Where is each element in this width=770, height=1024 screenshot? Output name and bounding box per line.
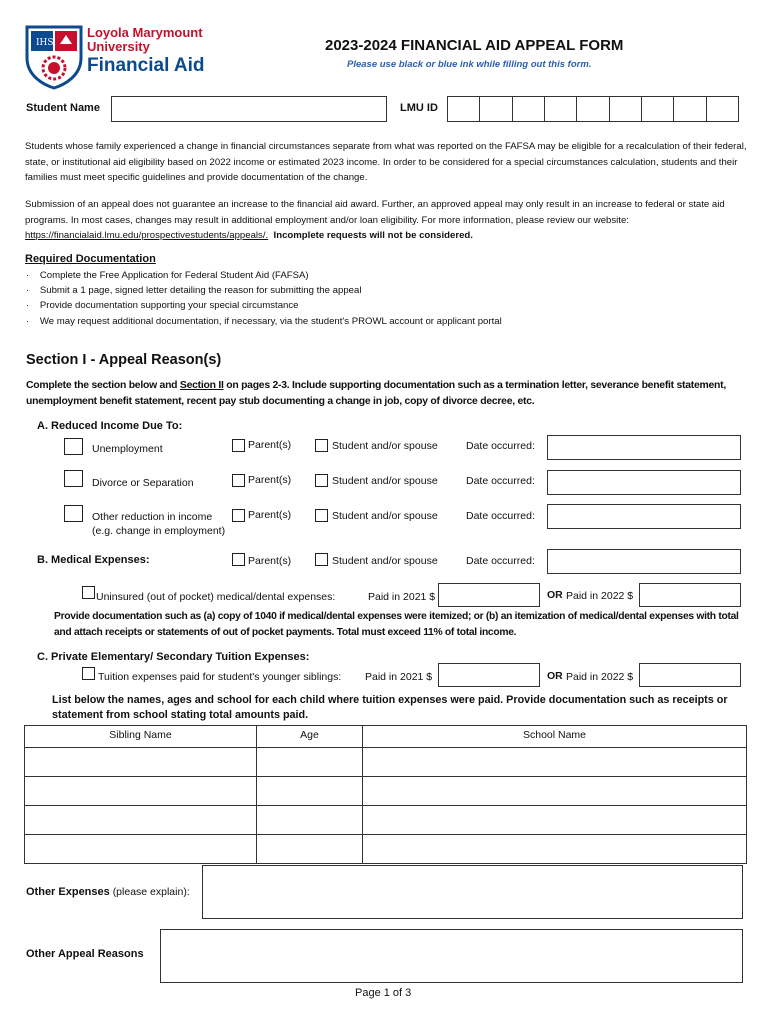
uninsured-label: Uninsured (out of pocket) medical/dental expenses: [96, 591, 336, 603]
medical-heading: B. Medical Expenses: [37, 554, 150, 566]
list-item [26, 268, 502, 283]
student-spouse-checkbox[interactable] [315, 439, 328, 452]
school-name-cell[interactable] [363, 806, 747, 835]
paid-2022-field[interactable] [639, 583, 741, 607]
lmu-id-digit[interactable] [610, 96, 642, 122]
paid-2022-label: Paid in 2022 $ [566, 671, 634, 683]
tuition-heading: C. Private Elementary/ Secondary Tuition Expenses: [37, 651, 310, 663]
other-expenses-label [26, 886, 190, 898]
intro-paragraph-1: Students whose family experienced a change in financial circumstances separate from what was reported on the FAFSA may be eligible for a recalculation of their federal, state, or institutional aid eligibility based on 2022 income or estimated 2023 income. In order to be considered for a special circumstances calculation, students and their families must meet specific guidelines and provide documentation of the change. [25, 141, 747, 183]
section2-ref: Section II [179, 380, 224, 391]
required-item: We may request additional documentation, if necessary, via the student's PROWL account or applicant portal [39, 315, 502, 327]
age-cell[interactable] [257, 748, 363, 777]
tuition-checkbox[interactable] [82, 667, 95, 680]
other-expenses-field[interactable] [202, 865, 743, 919]
date-occurred-label: Date occurred: [466, 555, 535, 567]
sibling-name-header: Sibling Name [25, 726, 257, 748]
svg-text:IHS: IHS [36, 38, 54, 48]
unemployment-label: Unemployment [92, 443, 163, 455]
lmu-id-digit[interactable] [642, 96, 674, 122]
required-item: Provide documentation supporting your special circumstance [39, 300, 299, 312]
date-occurred-field[interactable] [547, 470, 741, 495]
reduced-income-heading: A. Reduced Income Due To: [37, 420, 183, 432]
divorce-label: Divorce or Separation [92, 477, 194, 489]
parents-checkbox[interactable] [232, 474, 245, 487]
or-label: OR [547, 670, 563, 682]
other-expenses-title: Other Expenses [26, 886, 110, 898]
date-occurred-field[interactable] [547, 504, 741, 529]
paid-2021-label: Paid in 2021 $ [365, 671, 433, 683]
student-spouse-checkbox[interactable] [315, 509, 328, 522]
tuition-note: List below the names, ages and school for each child where tuition expenses were paid. Provide documentation such as receipts or statement from school stating total amounts paid. [52, 694, 728, 721]
school-name-cell[interactable] [363, 748, 747, 777]
other-reduction-sublabel: (e.g. change in employment) [92, 525, 226, 537]
form-title: 2023-2024 FINANCIAL AID APPEAL FORM [325, 37, 624, 54]
school-name-header: School Name [363, 726, 747, 748]
other-expenses-note: (please explain): [112, 886, 190, 898]
section1-instructions [26, 378, 748, 410]
tuition-paid-2022-field[interactable] [639, 663, 741, 687]
table-row [25, 748, 747, 777]
section1-heading: Section I - Appeal Reason(s) [26, 352, 222, 368]
required-item: Submit a 1 page, signed letter detailing the reason for submitting the appeal [39, 285, 362, 297]
parents-label: Parent(s) [248, 439, 292, 451]
paid-2022-label: Paid in 2022 $ [566, 590, 634, 602]
other-reduction-label: Other reduction in income [92, 511, 213, 523]
logo-line1: Loyola Marymount [87, 25, 203, 40]
date-occurred-field[interactable] [547, 549, 741, 574]
age-cell[interactable] [257, 777, 363, 806]
student-spouse-label: Student and/or spouse [332, 510, 438, 522]
table-row [25, 777, 747, 806]
required-doc-heading: Required Documentation [25, 253, 156, 265]
shield-icon [24, 24, 84, 90]
divorce-checkbox[interactable] [64, 470, 83, 487]
bullet-icon: · [26, 315, 40, 327]
school-name-cell[interactable] [363, 777, 747, 806]
table-row [25, 835, 747, 864]
other-reasons-field[interactable] [160, 929, 743, 983]
sibling-name-cell[interactable] [25, 748, 257, 777]
bullet-icon: · [26, 300, 40, 312]
age-header: Age [257, 726, 363, 748]
lmu-id-digit[interactable] [577, 96, 609, 122]
lmu-id-digit[interactable] [480, 96, 512, 122]
tuition-label: Tuition expenses paid for student's younger siblings: [98, 671, 342, 683]
student-spouse-checkbox[interactable] [315, 474, 328, 487]
other-reasons-label: Other Appeal Reasons [26, 948, 144, 960]
uninsured-checkbox[interactable] [82, 586, 95, 599]
form-subtitle: Please use black or blue ink while filling out this form. [347, 59, 592, 70]
student-spouse-label: Student and/or spouse [332, 555, 438, 567]
sibling-table [24, 725, 747, 864]
paid-2021-field[interactable] [438, 583, 540, 607]
date-occurred-field[interactable] [547, 435, 741, 460]
age-cell[interactable] [257, 835, 363, 864]
lmu-logo [24, 24, 219, 92]
student-spouse-checkbox[interactable] [315, 553, 328, 566]
bullet-icon: · [26, 285, 40, 297]
intro-paragraph-2 [25, 197, 750, 244]
student-spouse-label: Student and/or spouse [332, 475, 438, 487]
date-occurred-label: Date occurred: [466, 440, 535, 452]
section1-instr-text: Complete the section below and [26, 380, 180, 391]
required-doc-list [26, 268, 502, 329]
parents-checkbox[interactable] [232, 509, 245, 522]
lmu-id-digit[interactable] [674, 96, 706, 122]
list-item [26, 314, 502, 329]
date-occurred-label: Date occurred: [466, 475, 535, 487]
paid-2021-label: Paid in 2021 $ [368, 591, 436, 603]
date-occurred-label: Date occurred: [466, 510, 535, 522]
sibling-name-cell[interactable] [25, 806, 257, 835]
unemployment-checkbox[interactable] [64, 438, 83, 455]
bullet-icon: · [26, 270, 40, 281]
section1-instr-text: on pages 2-3. Include supporting documentation such as a termination letter, severance benefit statement, unemployment benefit statement, recent pay stub documenting a change in job, copy of divorce decree, etc. [26, 380, 726, 407]
table-row [25, 806, 747, 835]
parents-label: Parent(s) [248, 555, 292, 567]
other-reduction-checkbox[interactable] [64, 505, 83, 522]
school-name-cell[interactable] [363, 835, 747, 864]
logo-line3: Financial Aid [87, 55, 205, 76]
lmu-id-digit[interactable] [545, 96, 577, 122]
lmu-id-field[interactable] [447, 96, 739, 122]
lmu-id-digit[interactable] [513, 96, 545, 122]
student-name-field[interactable] [111, 96, 387, 122]
parents-checkbox[interactable] [232, 553, 245, 566]
lmu-id-digit[interactable] [447, 96, 480, 122]
required-item: Complete the Free Application for Federal Student Aid (FAFSA) [39, 270, 309, 281]
sibling-name-cell[interactable] [25, 835, 257, 864]
list-item [26, 283, 502, 298]
age-cell[interactable] [257, 806, 363, 835]
lmu-id-digit[interactable] [707, 96, 739, 122]
page-number: Page 1 of 3 [355, 987, 412, 999]
list-item [26, 298, 502, 313]
appeals-link[interactable]: https://financialaid.lmu.edu/prospectivestudents/appeals/. [25, 230, 269, 241]
parents-label: Parent(s) [248, 509, 292, 521]
table-header-row [25, 726, 747, 748]
tuition-paid-2021-field[interactable] [438, 663, 540, 687]
lmu-id-label: LMU ID [400, 102, 438, 114]
logo-line2: University [87, 39, 150, 54]
parents-label: Parent(s) [248, 474, 292, 486]
medical-note: Provide documentation such as (a) copy of 1040 if medical/dental expenses were itemized; or (b) an itemization of medical/dental expenses with total and attach receipts or statements of out of pocket payments. Total must exceed 11% of total income. [54, 611, 739, 638]
student-spouse-label: Student and/or spouse [332, 440, 438, 452]
incomplete-notice: Incomplete requests will not be considered. [273, 230, 473, 241]
sibling-name-cell[interactable] [25, 777, 257, 806]
intro-p2-text: Submission of an appeal does not guarantee an increase to the financial aid award. Further, an approved appeal may only result in an increase to federal or state aid programs. In most cases, changes may result in additional employment and/or loan eligibility. For more information, please review our website: [25, 199, 725, 226]
parents-checkbox[interactable] [232, 439, 245, 452]
or-label: OR [547, 589, 563, 601]
student-name-label: Student Name [26, 102, 100, 114]
